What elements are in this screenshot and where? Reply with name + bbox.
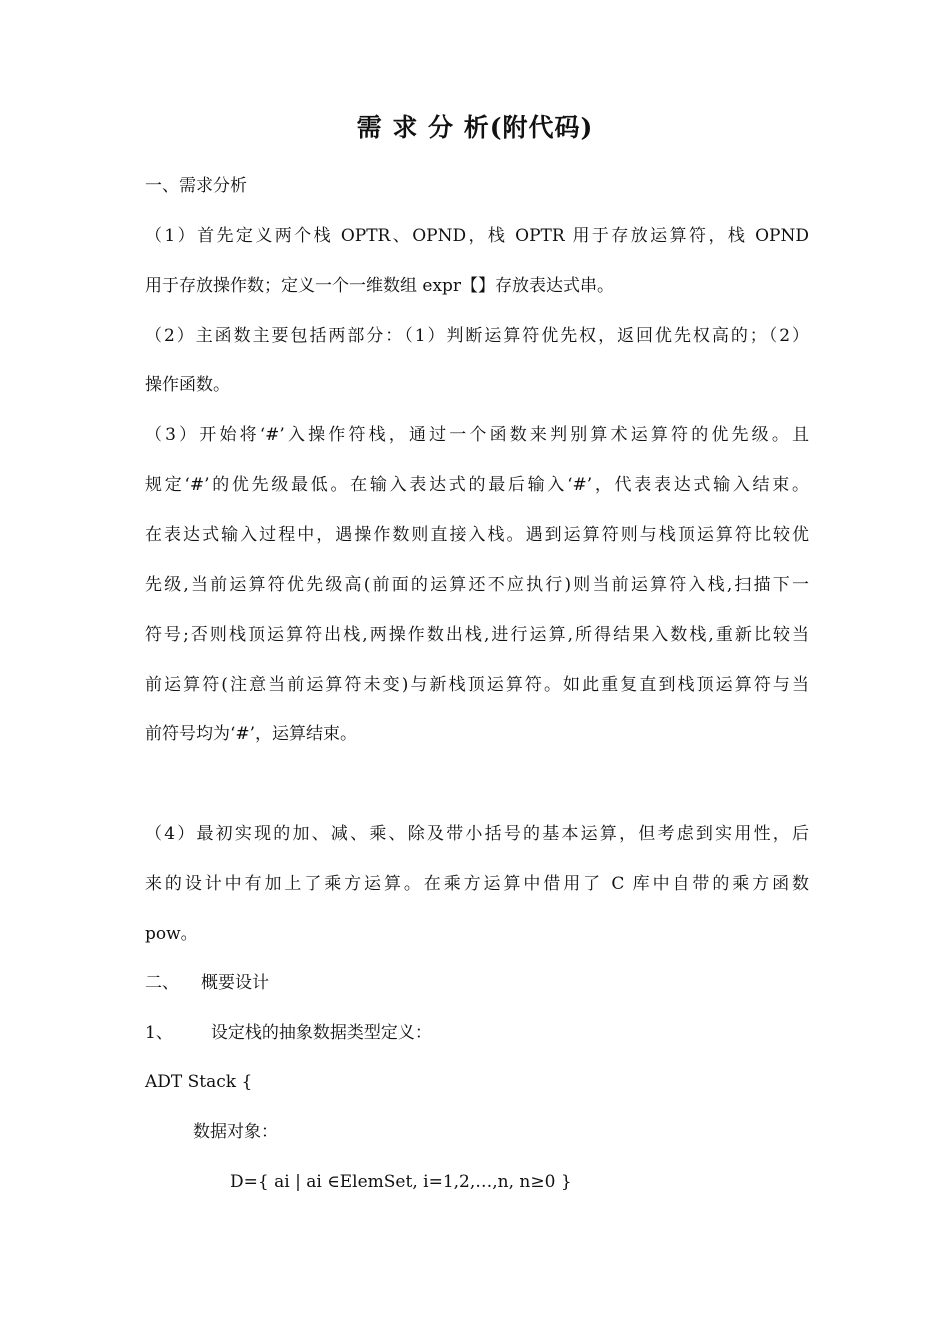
para1-line2: 用于存放操作数；定义一个一维数组 expr【】存放表达式串。	[145, 276, 615, 296]
adt-data-object-label: 数据对象：	[193, 1122, 278, 1142]
para3-line7: 前符号均为‘#’，运算结束。	[145, 724, 358, 744]
para3-line5: 符号;否则栈顶运算符出栈,两操作数出栈,进行运算,所得结果入数栈,重新比较当	[145, 625, 809, 645]
adt-header: ADT Stack {	[145, 1072, 253, 1092]
section-heading-design	[145, 969, 269, 997]
para3-line1: （3）开始将‘#’入操作符栈，通过一个函数来判别算术运算符的优先级。且	[145, 425, 809, 445]
adt-data-definition: D={ ai | ai ∈ElemSet, i=1,2,…,n, n≥0 }	[230, 1172, 572, 1192]
para3-line6: 前运算符(注意当前运算符未变)与新栈顶运算符。如此重复直到栈顶运算符与当	[145, 675, 809, 695]
para4-line1: （4）最初实现的加、减、乘、除及带小括号的基本运算，但考虑到实用性，后	[145, 824, 809, 844]
para2-line1: （2）主函数主要包括两部分：（1）判断运算符优先权，返回优先权高的；（2）	[145, 326, 809, 346]
page-title: 需 求 分 析(附代码)	[356, 113, 594, 142]
para1-line1: （1）首先定义两个栈 OPTR、OPND，栈 OPTR 用于存放运算符，栈 OPND	[145, 226, 809, 246]
para3-line4: 先级,当前运算符优先级高(前面的运算还不应执行)则当前运算符入栈,扫描下一	[145, 575, 809, 595]
para4-line3: pow。	[145, 924, 198, 944]
section-heading-design-text: 概要设计	[201, 973, 269, 993]
para3-line3: 在表达式输入过程中，遇操作数则直接入栈。遇到运算符则与栈顶运算符比较优	[145, 525, 809, 545]
para2-line2: 操作函数。	[145, 375, 230, 395]
para4-line2: 来的设计中有加上了乘方运算。在乘方运算中借用了 C 库中自带的乘方函数	[145, 874, 809, 894]
para3-line2: 规定‘#’的优先级最低。在输入表达式的最后输入‘#’，代表表达式输入结束。	[145, 475, 809, 495]
section-heading-design-number: 二、	[145, 973, 179, 993]
design-item-1-number: 1、	[145, 1023, 173, 1043]
section-heading-requirements: 一、需求分析	[145, 176, 247, 196]
design-item-1-text: 设定栈的抽象数据类型定义：	[210, 1023, 432, 1043]
design-item-1	[145, 1019, 432, 1047]
